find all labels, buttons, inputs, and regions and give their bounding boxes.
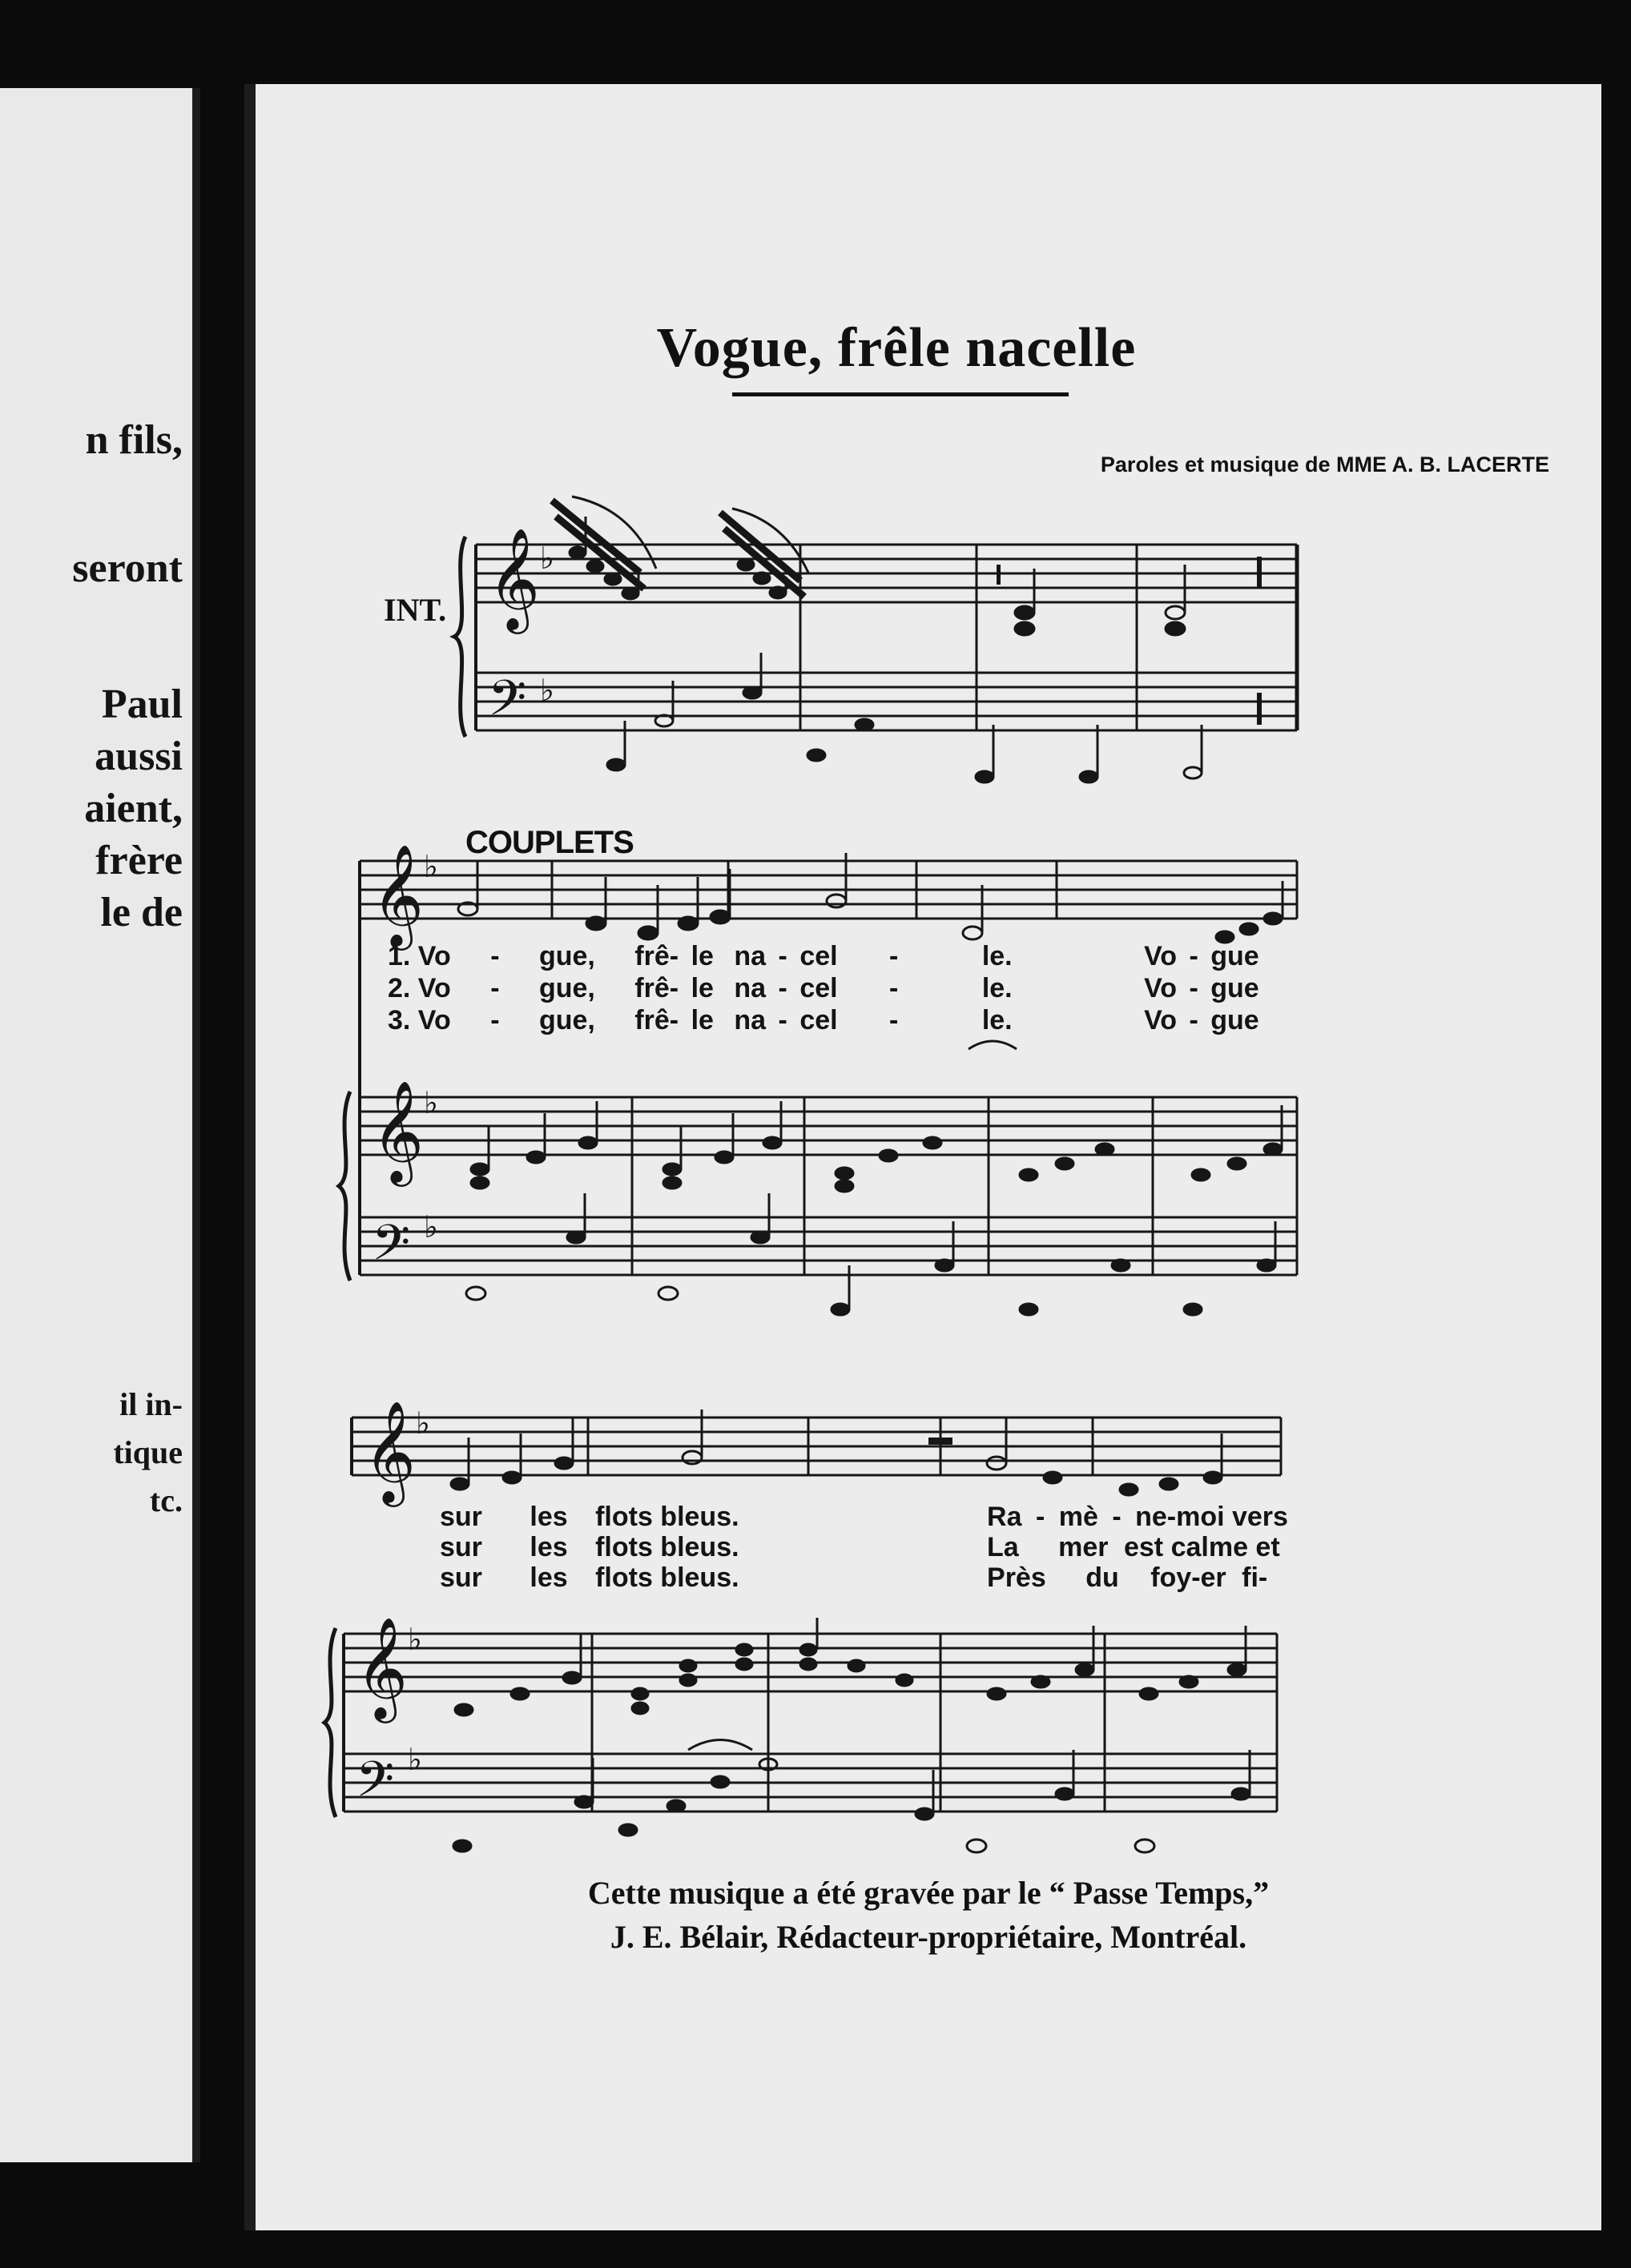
verse3-lyric-line-2 (440, 1562, 1267, 1594)
lyric-syllable: na (734, 1005, 767, 1035)
lyric-syllable: mè (1058, 1502, 1098, 1532)
system2-voice-staff (352, 1418, 1281, 1475)
svg-text:𝄢: 𝄢 (372, 1213, 411, 1284)
lyric-syllable: le. (981, 941, 1013, 971)
lyric-syllable: - (778, 941, 787, 971)
lyric-syllable: - (490, 973, 500, 1003)
verse2-lyric-line-2 (440, 1532, 1280, 1563)
publisher-credit: J. E. Bélair, Rédacteur-propriétaire, Montréal. (610, 1919, 1247, 1955)
verse2-lyric-line (388, 973, 1259, 1004)
song-credits: Paroles et musique de MME A. B. LACERTE (1100, 452, 1549, 477)
left-page-line: seront (72, 545, 183, 591)
svg-text:♭: ♭ (540, 673, 554, 708)
lyric-syllable: le (691, 973, 714, 1003)
lyric-syllable: - (1189, 941, 1198, 971)
lyric-syllable: foy-er (1150, 1562, 1226, 1593)
lyric-syllable: na (734, 941, 767, 971)
left-page-line: il in- (119, 1386, 183, 1422)
lyric-syllable: frê- (634, 941, 679, 971)
lyric-syllable: le (691, 941, 714, 971)
svg-text:♭: ♭ (408, 1742, 422, 1777)
lyric-syllable: 2. Vo (388, 973, 451, 1003)
lyric-syllable: fi- (1242, 1562, 1268, 1593)
verse1-lyric-line (388, 941, 1259, 972)
song-title: Vogue, frêle nacelle (656, 317, 1137, 379)
svg-text:𝄞: 𝄞 (372, 1080, 425, 1182)
lyric-syllable: na (734, 973, 767, 1003)
lyric-syllable: flots bleus. (595, 1532, 739, 1562)
verse3-lyric-line (388, 1005, 1259, 1036)
lyric-syllable: gue (1210, 973, 1259, 1003)
lyric-syllable: ne-moi vers (1135, 1502, 1288, 1532)
couplets-label: COUPLETS (465, 825, 634, 860)
system1-piano-bass (360, 1217, 1297, 1275)
lyric-syllable: le. (981, 973, 1013, 1003)
lyric-syllable: frê- (634, 1005, 679, 1035)
lyric-syllable: Ra (987, 1502, 1022, 1532)
lyric-syllable: gue (1210, 941, 1259, 971)
system1-voice-staff (360, 861, 1297, 919)
svg-text:♭: ♭ (424, 1085, 438, 1120)
left-page-line: tc. (149, 1482, 183, 1518)
lyric-syllable: flots bleus. (595, 1502, 739, 1532)
svg-text:𝄢: 𝄢 (356, 1750, 395, 1820)
left-page-line: frère (95, 838, 183, 883)
svg-text:♭: ♭ (416, 1405, 430, 1441)
lyric-syllable: - (778, 1005, 787, 1035)
left-page-line: aussi (95, 734, 183, 779)
lyric-syllable: gue, (538, 1005, 595, 1035)
svg-text:𝄞: 𝄞 (356, 1616, 409, 1719)
lyric-syllable: cel (799, 973, 838, 1003)
intro-bass-staff (476, 673, 1297, 730)
lyric-syllable: frê- (634, 973, 679, 1003)
left-page-line: n fils, (85, 417, 183, 463)
lyric-syllable: Vo (1144, 941, 1178, 971)
lyric-syllable: les (530, 1562, 568, 1593)
lyric-syllable: les (530, 1532, 568, 1562)
lyric-syllable: Vo (1144, 1005, 1178, 1035)
lyric-syllable: sur (440, 1502, 482, 1532)
music-page (244, 84, 1601, 2230)
lyric-syllable: mer (1058, 1532, 1109, 1562)
left-page-line: Paul (101, 682, 183, 727)
lyric-syllable: - (889, 973, 899, 1003)
lyric-syllable: gue, (538, 941, 595, 971)
svg-text:𝄢: 𝄢 (488, 669, 527, 739)
lyric-syllable: cel (799, 941, 838, 971)
lyric-syllable: - (1112, 1502, 1122, 1532)
left-page-line: aient, (84, 786, 183, 831)
lyric-syllable: sur (440, 1562, 482, 1593)
lyric-syllable: le. (981, 1005, 1013, 1035)
lyric-syllable: - (1189, 973, 1198, 1003)
lyric-syllable: - (1189, 1005, 1198, 1035)
lyric-syllable: Vo (1144, 973, 1178, 1003)
lyric-syllable: 1. Vo (388, 941, 451, 971)
lyric-syllable: cel (799, 1005, 838, 1035)
left-facing-page (0, 88, 200, 2162)
lyric-syllable: les (530, 1502, 568, 1532)
lyric-syllable: du (1085, 1562, 1119, 1593)
svg-text:♭: ♭ (424, 1209, 438, 1245)
lyric-syllable: est calme et (1123, 1532, 1280, 1562)
intro-label: INT. (384, 592, 447, 628)
svg-text:♭: ♭ (424, 849, 438, 884)
lyric-syllable: flots bleus. (595, 1562, 739, 1593)
verse1-lyric-line-2 (440, 1502, 1288, 1533)
lyric-syllable: - (490, 941, 500, 971)
lyric-syllable: 3. Vo (388, 1005, 451, 1035)
left-page-line: le de (100, 890, 183, 935)
lyric-syllable: - (889, 1005, 899, 1035)
lyric-syllable: - (778, 973, 787, 1003)
svg-text:𝄞: 𝄞 (372, 843, 425, 946)
svg-text:♭: ♭ (408, 1622, 422, 1657)
lyric-syllable: gue (1210, 1005, 1259, 1035)
lyric-syllable: sur (440, 1532, 482, 1562)
lyric-syllable: le (691, 1005, 714, 1035)
svg-text:♭: ♭ (540, 541, 554, 576)
lyric-syllable: - (889, 941, 899, 971)
lyric-syllable: La (987, 1532, 1019, 1562)
lyric-syllable: - (490, 1005, 500, 1035)
engraver-credit: Cette musique a été gravée par le “ Passe Temps,” (587, 1875, 1270, 1911)
svg-text:𝄞: 𝄞 (488, 527, 541, 629)
svg-text:𝄞: 𝄞 (364, 1400, 417, 1502)
lyric-syllable: Près (987, 1562, 1046, 1593)
system2-piano-bass (344, 1754, 1277, 1812)
system1-piano-treble (360, 1097, 1297, 1155)
lyric-syllable: gue, (538, 973, 595, 1003)
lyric-syllable: - (1035, 1502, 1045, 1532)
left-page-line: tique (113, 1434, 183, 1470)
